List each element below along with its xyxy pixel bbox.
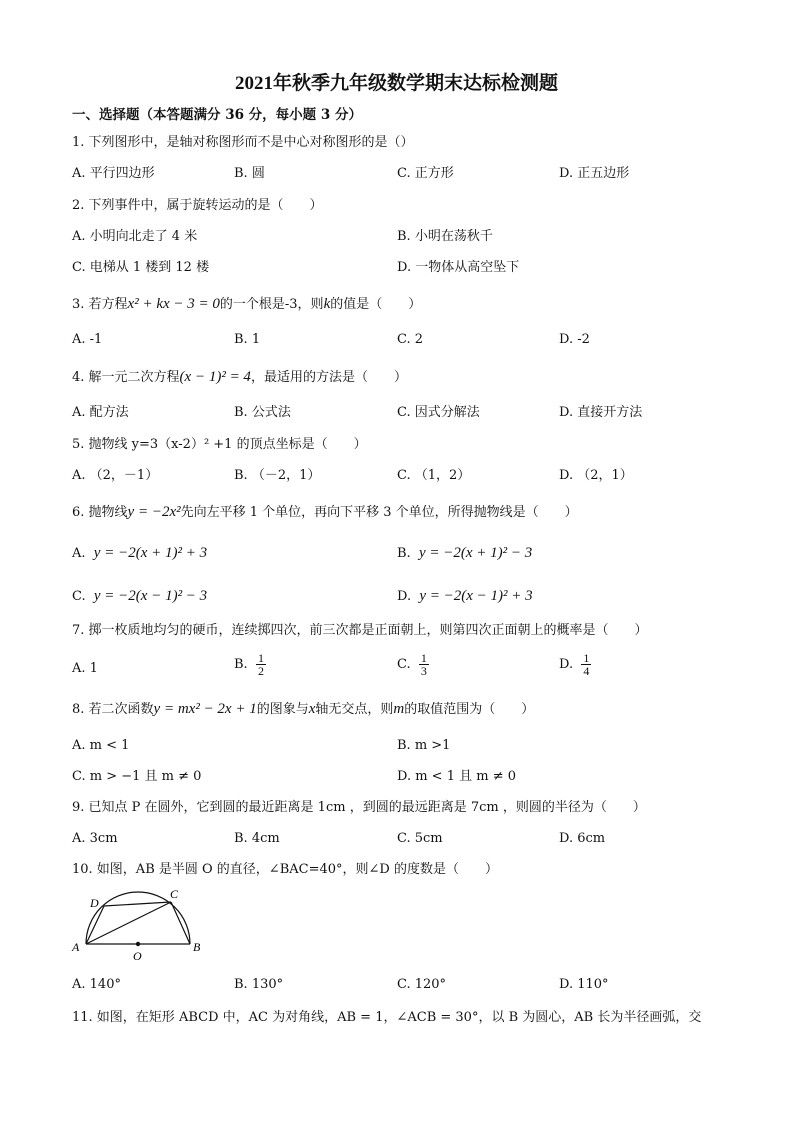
question-3-stem-mid: 的一个根是-3，则 [219, 297, 324, 312]
page-title: 2021年秋季九年级数学期末达标检测题 [234, 73, 558, 94]
question-2-option-d: D. 一物体从高空坠下 [397, 260, 520, 275]
question-3-option-d: D. -2 [559, 332, 590, 347]
question-4-option-c: C. 因式分解法 [397, 405, 480, 420]
question-2-option-c: C. 电梯从 1 楼到 12 楼 [72, 260, 210, 275]
question-7-option-a: A. 1 [72, 661, 98, 676]
question-3-stem [72, 295, 421, 314]
question-8-option-b: B. m >1 [397, 738, 451, 753]
question-8-variable-m: m [393, 701, 405, 717]
question-5-option-a: A. （2，－1） [72, 468, 159, 483]
question-4-stem-suffix: ，最适用的方法是（ ） [250, 370, 407, 385]
question-4-stem [72, 368, 407, 387]
question-10-option-a: A. 140° [72, 977, 121, 992]
option-formula: y = −2(x + 1)² + 3 [93, 545, 208, 561]
segment-dc [104, 902, 171, 906]
question-6-stem-suffix: 先向左平移 1 个单位，再向下平移 3 个单位，所得抛物线是（ ） [180, 505, 578, 520]
question-6-option-c [72, 587, 207, 606]
question-5-stem: 5. 抛物线 y=3（x-2）² +1 的顶点坐标是（ ） [72, 437, 367, 452]
question-8-stem-mid2: 轴无交点，则 [315, 702, 394, 717]
section-heading: 一、选择题（本答题满分 36 分，每小题 3 分） [72, 107, 362, 123]
question-5-option-c: C. （1，2） [397, 468, 471, 483]
option-letter: B. [397, 546, 411, 561]
question-9-stem: 9. 已知点 P 在圆外，它到圆的最近距离是 1cm ，到圆的最远距离是 7cm ，则圆的半径为（ ） [72, 800, 646, 815]
question-5-option-d: D. （2，1） [559, 468, 633, 483]
question-8-stem-prefix: 8. 若二次函数 [72, 702, 154, 717]
question-10-option-b: B. 130° [234, 977, 284, 992]
label-a: A [72, 940, 80, 954]
option-letter: A. [72, 546, 86, 561]
fraction-one-third: $\frac{1}{3}$ [420, 651, 427, 678]
question-4-equation: (x − 1)² = 4 [179, 369, 251, 385]
question-3-equation: x² + kx − 3 = 0 [127, 296, 220, 312]
question-5-option-b: B. （－2，1） [234, 468, 321, 483]
option-formula: y = −2(x − 1)² + 3 [419, 588, 533, 604]
segment-ad [86, 906, 104, 944]
question-2-stem: 2. 下列事件中，属于旋转运动的是（ ） [72, 198, 323, 213]
question-6-option-a [72, 544, 207, 563]
question-8-equation: y = mx² − 2x + 1 [153, 701, 257, 717]
option-formula: y = −2(x − 1)² − 3 [93, 588, 208, 604]
option-letter: C. [72, 589, 86, 604]
question-6-option-b [397, 544, 532, 563]
question-7-option-b [234, 652, 266, 677]
question-3-variable: k [323, 296, 331, 312]
question-10-stem: 10. 如图，AB 是半圆 O 的直径，∠BAC=40°，则∠D 的度数是（ ） [72, 862, 498, 877]
label-d: D [90, 896, 99, 910]
question-10-option-c: C. 120° [397, 977, 447, 992]
option-formula: y = −2(x + 1)² − 3 [418, 545, 533, 561]
question-6-option-d [397, 587, 533, 606]
question-9-option-c: C. 5cm [397, 831, 443, 846]
semicircle-figure [70, 884, 210, 964]
question-8-stem-suffix: 的取值范围为（ ） [404, 702, 535, 717]
option-letter: C. [397, 657, 411, 672]
question-3-stem-prefix: 3. 若方程 [72, 297, 128, 312]
question-1-option-a: A. 平行四边形 [72, 166, 155, 181]
question-11-stem: 11. 如图，在矩形 ABCD 中，AC 为对角线，AB = 1，∠ACB = 30°，以 B 为圆心，AB 长为半径画弧，交 [72, 1010, 702, 1025]
fraction-one-half: $\frac{1}{2}$ [257, 651, 264, 678]
question-4-option-b: B. 公式法 [234, 405, 291, 420]
question-10-option-d: D. 110° [559, 977, 609, 992]
question-9-option-a: A. 3cm [72, 831, 118, 846]
question-1-option-b: B. 圆 [234, 166, 265, 181]
label-o: O [133, 949, 142, 963]
question-9-option-d: D. 6cm [559, 831, 606, 846]
question-7-option-c [397, 652, 429, 677]
question-4-stem-prefix: 4. 解一元二次方程 [72, 370, 180, 385]
question-4-option-d: D. 直接开方法 [559, 405, 643, 420]
question-3-option-a: A. -1 [72, 332, 103, 347]
segment-cb [171, 902, 190, 944]
question-8-option-c: C. m > −1 且 m ≠ 0 [72, 769, 202, 784]
question-1-stem: 1. 下列图形中，是轴对称图形而不是中心对称图形的是（） [72, 135, 414, 150]
question-8-stem-mid: 的图象与 [256, 702, 309, 717]
question-4-option-a: A. 配方法 [72, 405, 129, 420]
segment-ac [86, 902, 171, 944]
center-point [136, 942, 140, 946]
question-8-option-a: A. m < 1 [72, 738, 130, 753]
question-7-option-d [559, 652, 591, 677]
question-6-stem [72, 503, 578, 522]
fraction-one-quarter: $\frac{1}{4}$ [583, 651, 590, 678]
question-2-option-a: A. 小明向北走了 4 米 [72, 229, 198, 244]
option-letter: D. [397, 589, 412, 604]
question-6-stem-prefix: 6. 抛物线 [72, 505, 128, 520]
question-6-equation: y = −2x² [127, 504, 181, 520]
label-b: B [193, 940, 201, 954]
question-1-option-c: C. 正方形 [397, 166, 454, 181]
question-8-option-d: D. m < 1 且 m ≠ 0 [397, 769, 516, 784]
question-9-option-b: B. 4cm [234, 831, 280, 846]
question-1-option-d: D. 正五边形 [559, 166, 630, 181]
question-8-variable-x: x [308, 701, 316, 717]
question-8-stem [72, 700, 534, 719]
option-letter: D. [559, 657, 574, 672]
option-letter: B. [234, 657, 248, 672]
question-7-stem: 7. 掷一枚质地均匀的硬币，连续掷四次，前三次都是正面朝上，则第四次正面朝上的概率是（ ） [72, 623, 648, 638]
question-2-option-b: B. 小明在荡秋千 [397, 229, 493, 244]
question-3-option-b: B. 1 [234, 332, 261, 347]
question-3-option-c: C. 2 [397, 332, 424, 347]
label-c: C [170, 887, 179, 901]
question-3-stem-suffix: 的值是（ ） [330, 297, 422, 312]
